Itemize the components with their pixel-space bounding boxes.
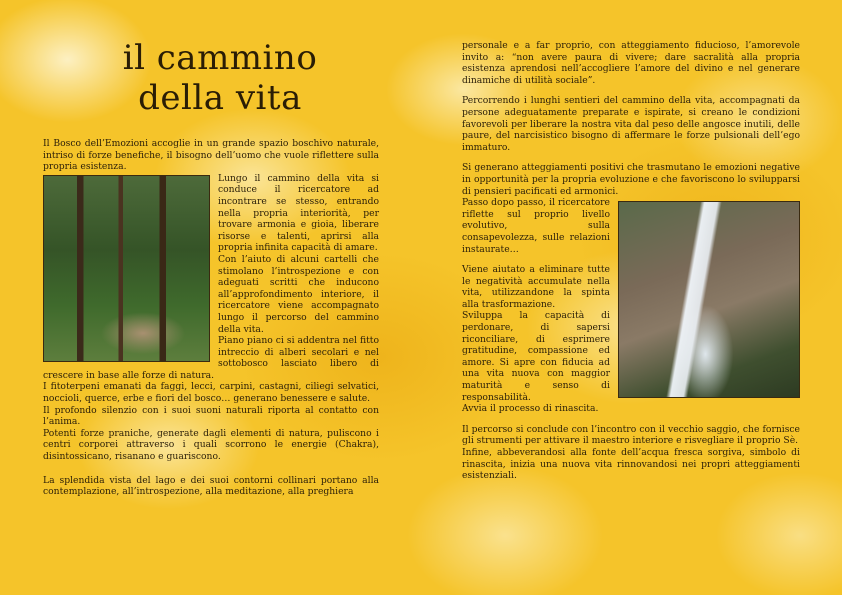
paragraph: Con l’aiuto di alcuni cartelli che stimolano l’introspezione e con adeguati scritti che inducono all’approfondimento interiore, il ricercatore viene accompagnato lungo il percorso del cammino della vita. [218, 253, 379, 335]
waterfall-photo [618, 201, 800, 398]
paragraph: Si generano atteggiamenti positivi che trasmutano le emozioni negative in opportunità per la propria evoluzione e che favoriscono lo svilupparsi di pensieri pacificati ed armonici. [462, 162, 800, 197]
paragraph: I fitoterpeni emanati da faggi, lecci, carpini, castagni, ciliegi selvatici, noccioli, querce, erbe e fiori del bosco… generano benessere e salute. [43, 381, 379, 405]
paragraph: Il percorso si conclude con l’incontro con il vecchio saggio, che fornisce gli strumenti per attivare il maestro interiore e risvegliare il proprio Sè. [462, 423, 800, 447]
paragraph: La splendida vista del lago e dei suoi contorni collinari portano alla contemplazione, all’introspezione, alla meditazione, alla preghiera [43, 474, 379, 498]
page-title [40, 38, 400, 118]
paragraph: Potenti forze praniche, generate dagli elementi di natura, puliscono i centri corporei attraverso i quali scorrono le energie (Chakra), disintossicano, risanano e guariscono. [43, 427, 379, 463]
paragraph: Lungo il cammino della vita si conduce il ricercatore ad incontrare se stesso, entrando nella propria interiorità, per trovare armonia e gioia, liberare risorse e talenti, aprirsi alla propria infinita capacità di amare. [218, 172, 379, 254]
title-line-1: il cammino [122, 38, 318, 78]
paragraph: Viene aiutato a eliminare tutte le negatività accumulate nella vita, utilizzandone la spinta alla trasformazione. [462, 264, 610, 310]
paragraph: Piano piano ci si addentra nel fitto intreccio di alberi secolari e nel sottobosco lasciato libero di crescere in base alle forze di natura. [43, 335, 379, 381]
title-line-2: della vita [138, 78, 302, 118]
paragraph: Sviluppa la capacità di perdonare, di sapersi riconciliare, di esprimere gratitudine, compassione ed amore. Si apre con fiducia ad una vita nuova con maggior maturità e senso di responsabilità. [462, 310, 610, 403]
paragraph: Percorrendo i lunghi sentieri del cammino della vita, accompagnati da persone adeguatamente preparate e ispirate, si creano le condizioni favorevoli per liberare la nostra vita dal peso delle angosce inutili, delle paure, del narcisistico bisogno di affermare le forze pulsionali dell’ego immaturo. [462, 95, 800, 153]
left-column [43, 138, 379, 498]
paragraph: personale e a far proprio, con atteggiamento fiducioso, l’amorevole invito a: “non avere paura di vivere; dare sacralità alla propria esistenza aprendosi nell’accogliere l’amore del divino e nel generare dinamiche di utilità sociale”. [462, 40, 800, 86]
paragraph: Avvia il processo di rinascita. [462, 403, 599, 415]
paragraph: Infine, abbeverandosi alla fonte dell’acqua fresca sorgiva, simbolo di rinascita, inizia una nuova vita rinnovandosi nei propri atteggiamenti esistenziali. [462, 447, 800, 482]
paragraph: Il profondo silenzio con i suoi suoni naturali riporta al contatto con l’anima. [43, 404, 379, 428]
paragraph: Passo dopo passo, il ricercatore riflette sul proprio livello evolutivo, sulla consapevolezza, sulle relazioni instaurate… [462, 197, 610, 255]
right-column [462, 40, 800, 482]
forest-path-photo [43, 175, 210, 362]
paragraph: Il Bosco dell’Emozioni accoglie in un grande spazio boschivo naturale, intriso di forze benefiche, il bisogno dell’uomo che vuole riflettere sulla propria esistenza. [43, 138, 379, 173]
